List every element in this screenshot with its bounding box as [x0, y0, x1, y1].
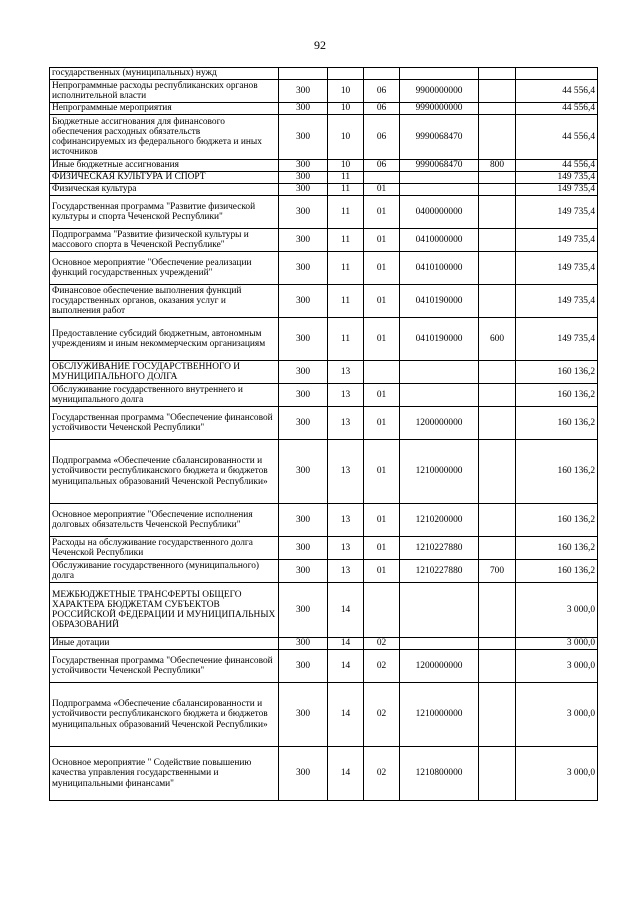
row-vr: [479, 638, 516, 650]
row-gr: [279, 68, 328, 80]
row-name: Иные дотации: [50, 638, 279, 650]
table-row: [50, 650, 598, 683]
row-sum: 3 000,0: [516, 683, 598, 747]
table-row: [50, 68, 598, 80]
row-sum: 3 000,0: [516, 583, 598, 638]
row-pr: 02: [364, 650, 400, 683]
row-sum: 44 556,4: [516, 103, 598, 115]
table-row: [50, 384, 598, 407]
row-sum: 149 735,4: [516, 196, 598, 229]
row-rz: 11: [328, 184, 364, 196]
row-vr: [479, 229, 516, 252]
row-pr: 01: [364, 384, 400, 407]
row-pr: 01: [364, 560, 400, 583]
row-name: Подпрограмма «Обеспечение сбалансированности и устойчивости республиканского бюджета и бюджетов муниципальных образований Чеченской Республики»: [50, 683, 279, 747]
row-pr: [364, 172, 400, 184]
row-gr: 300: [279, 229, 328, 252]
row-cs: 0410190000: [400, 318, 479, 361]
row-vr: [479, 650, 516, 683]
row-rz: 14: [328, 638, 364, 650]
row-cs: [400, 184, 479, 196]
table-row: [50, 407, 598, 440]
row-vr: [479, 537, 516, 560]
row-rz: 14: [328, 650, 364, 683]
row-gr: 300: [279, 537, 328, 560]
row-rz: 11: [328, 229, 364, 252]
row-name: Основное мероприятие "Обеспечение реализации функций государственных учреждений": [50, 252, 279, 285]
row-cs: 1210227880: [400, 560, 479, 583]
row-gr: 300: [279, 103, 328, 115]
row-gr: 300: [279, 115, 328, 160]
row-sum: 149 735,4: [516, 318, 598, 361]
row-rz: 14: [328, 747, 364, 801]
row-gr: 300: [279, 747, 328, 801]
row-vr: 700: [479, 560, 516, 583]
table-row: [50, 683, 598, 747]
row-gr: 300: [279, 440, 328, 504]
row-cs: 9990000000: [400, 103, 479, 115]
row-vr: [479, 361, 516, 384]
row-pr: 01: [364, 407, 400, 440]
row-name: Непрограммные расходы республиканских органов исполнительной власти: [50, 80, 279, 103]
row-name: Физическая культура: [50, 184, 279, 196]
row-gr: 300: [279, 160, 328, 172]
table-row: [50, 361, 598, 384]
row-sum: 44 556,4: [516, 80, 598, 103]
row-sum: 149 735,4: [516, 184, 598, 196]
row-cs: 1200000000: [400, 650, 479, 683]
row-gr: 300: [279, 318, 328, 361]
row-vr: [479, 683, 516, 747]
table-row: [50, 747, 598, 801]
row-sum: 44 556,4: [516, 115, 598, 160]
row-cs: 1200000000: [400, 407, 479, 440]
row-name: Иные бюджетные ассигнования: [50, 160, 279, 172]
row-pr: 01: [364, 504, 400, 537]
row-sum: [516, 68, 598, 80]
row-vr: [479, 440, 516, 504]
row-cs: 1210200000: [400, 504, 479, 537]
row-sum: 160 136,2: [516, 440, 598, 504]
row-name: Подпрограмма «Обеспечение сбалансированности и устойчивости республиканского бюджета и бюджетов муниципальных образований Чеченской Республики»: [50, 440, 279, 504]
row-cs: 9900000000: [400, 80, 479, 103]
row-rz: 13: [328, 407, 364, 440]
row-vr: [479, 384, 516, 407]
row-pr: 01: [364, 537, 400, 560]
row-gr: 300: [279, 196, 328, 229]
row-gr: 300: [279, 504, 328, 537]
row-cs: 0400000000: [400, 196, 479, 229]
table-row: [50, 583, 598, 638]
row-vr: [479, 80, 516, 103]
row-sum: 160 136,2: [516, 504, 598, 537]
row-cs: 1210000000: [400, 440, 479, 504]
row-vr: [479, 115, 516, 160]
row-cs: 0410000000: [400, 229, 479, 252]
row-sum: 3 000,0: [516, 650, 598, 683]
row-pr: 01: [364, 318, 400, 361]
row-cs: [400, 172, 479, 184]
row-rz: 11: [328, 252, 364, 285]
row-vr: 600: [479, 318, 516, 361]
row-pr: 01: [364, 252, 400, 285]
row-cs: 1210800000: [400, 747, 479, 801]
row-rz: 10: [328, 80, 364, 103]
row-pr: 01: [364, 440, 400, 504]
row-cs: 0410190000: [400, 285, 479, 318]
table-row: [50, 115, 598, 160]
budget-table: [49, 67, 598, 801]
row-pr: [364, 361, 400, 384]
row-vr: [479, 103, 516, 115]
row-gr: 300: [279, 80, 328, 103]
row-pr: 06: [364, 103, 400, 115]
row-gr: 300: [279, 638, 328, 650]
table-row: [50, 560, 598, 583]
row-sum: 160 136,2: [516, 361, 598, 384]
row-name: Обслуживание государственного (муниципального) долга: [50, 560, 279, 583]
row-pr: 02: [364, 638, 400, 650]
row-sum: 44 556,4: [516, 160, 598, 172]
row-rz: 14: [328, 683, 364, 747]
table-row: [50, 504, 598, 537]
row-sum: 149 735,4: [516, 172, 598, 184]
row-name: государственных (муниципальных) нужд: [50, 68, 279, 80]
row-name: Государственная программа "Обеспечение финансовой устойчивости Чеченской Республики": [50, 650, 279, 683]
row-rz: 10: [328, 103, 364, 115]
row-pr: 01: [364, 184, 400, 196]
row-gr: 300: [279, 285, 328, 318]
row-vr: [479, 583, 516, 638]
row-rz: 11: [328, 285, 364, 318]
row-name: Основное мероприятие " Содействие повышению качества управления государственными и муниципальными финансами": [50, 747, 279, 801]
row-name: Расходы на обслуживание государственного долга Чеченской Республики: [50, 537, 279, 560]
row-gr: 300: [279, 361, 328, 384]
row-vr: [479, 407, 516, 440]
row-pr: 01: [364, 285, 400, 318]
row-sum: 160 136,2: [516, 537, 598, 560]
row-sum: 3 000,0: [516, 747, 598, 801]
row-vr: [479, 252, 516, 285]
row-cs: 0410100000: [400, 252, 479, 285]
row-pr: 06: [364, 80, 400, 103]
table-row: [50, 638, 598, 650]
budget-table-body: [50, 68, 598, 801]
row-rz: 13: [328, 537, 364, 560]
row-gr: 300: [279, 384, 328, 407]
row-gr: 300: [279, 683, 328, 747]
row-sum: 160 136,2: [516, 384, 598, 407]
row-pr: 01: [364, 229, 400, 252]
row-rz: 11: [328, 172, 364, 184]
row-name: Государственная программа "Развитие физической культуры и спорта Чеченской Республики": [50, 196, 279, 229]
row-gr: 300: [279, 184, 328, 196]
row-rz: [328, 68, 364, 80]
row-pr: 02: [364, 683, 400, 747]
row-vr: [479, 747, 516, 801]
row-sum: 149 735,4: [516, 252, 598, 285]
table-row: [50, 80, 598, 103]
page-number: 92: [314, 38, 326, 52]
row-name: ФИЗИЧЕСКАЯ КУЛЬТУРА И СПОРТ: [50, 172, 279, 184]
table-row: [50, 318, 598, 361]
row-sum: 160 136,2: [516, 407, 598, 440]
row-gr: 300: [279, 650, 328, 683]
table-row: [50, 172, 598, 184]
row-name: МЕЖБЮДЖЕТНЫЕ ТРАНСФЕРТЫ ОБЩЕГО ХАРАКТЕРА БЮДЖЕТАМ СУБЪЕКТОВ РОССИЙСКОЙ ФЕДЕРАЦИИ И МУНИЦИПАЛЬНЫХ ОБРАЗОВАНИЙ: [50, 583, 279, 638]
row-name: Финансовое обеспечение выполнения функций государственных органов, оказания услуг и выполнения работ: [50, 285, 279, 318]
row-name: Государственная программа "Обеспечение финансовой устойчивости Чеченской Республики": [50, 407, 279, 440]
row-gr: 300: [279, 583, 328, 638]
row-sum: 149 735,4: [516, 229, 598, 252]
row-cs: [400, 638, 479, 650]
row-sum: 160 136,2: [516, 560, 598, 583]
row-cs: 1210000000: [400, 683, 479, 747]
row-rz: 11: [328, 318, 364, 361]
row-rz: 11: [328, 196, 364, 229]
row-rz: 14: [328, 583, 364, 638]
row-gr: 300: [279, 407, 328, 440]
row-cs: 9990068470: [400, 160, 479, 172]
row-cs: [400, 583, 479, 638]
row-pr: [364, 583, 400, 638]
row-sum: 149 735,4: [516, 285, 598, 318]
table-row: [50, 537, 598, 560]
row-sum: 3 000,0: [516, 638, 598, 650]
row-vr: [479, 172, 516, 184]
row-rz: 13: [328, 384, 364, 407]
table-row: [50, 285, 598, 318]
row-name: Обслуживание государственного внутреннего и муниципального долга: [50, 384, 279, 407]
row-vr: [479, 184, 516, 196]
row-name: Предоставление субсидий бюджетным, автономным учреждениям и иным некоммерческим организациям: [50, 318, 279, 361]
row-vr: [479, 285, 516, 318]
row-cs: 9990068470: [400, 115, 479, 160]
row-pr: 02: [364, 747, 400, 801]
row-pr: 06: [364, 160, 400, 172]
table-row: [50, 103, 598, 115]
row-name: Подпрограмма "Развитие физической культуры и массового спорта в Чеченской Республике": [50, 229, 279, 252]
row-vr: 800: [479, 160, 516, 172]
row-cs: [400, 68, 479, 80]
row-rz: 13: [328, 560, 364, 583]
table-row: [50, 196, 598, 229]
table-row: [50, 229, 598, 252]
row-rz: 10: [328, 160, 364, 172]
row-gr: 300: [279, 560, 328, 583]
row-name: ОБСЛУЖИВАНИЕ ГОСУДАРСТВЕННОГО И МУНИЦИПАЛЬНОГО ДОЛГА: [50, 361, 279, 384]
row-pr: 06: [364, 115, 400, 160]
row-pr: 01: [364, 196, 400, 229]
table-row: [50, 440, 598, 504]
row-rz: 13: [328, 440, 364, 504]
row-name: Основное мероприятие "Обеспечение исполнения долговых обязательств Чеченской Республики": [50, 504, 279, 537]
row-pr: [364, 68, 400, 80]
table-row: [50, 252, 598, 285]
row-cs: [400, 361, 479, 384]
row-cs: [400, 384, 479, 407]
row-vr: [479, 68, 516, 80]
row-name: Непрограммные мероприятия: [50, 103, 279, 115]
row-rz: 13: [328, 504, 364, 537]
row-rz: 13: [328, 361, 364, 384]
row-vr: [479, 196, 516, 229]
table-row: [50, 160, 598, 172]
row-rz: 10: [328, 115, 364, 160]
table-row: [50, 184, 598, 196]
row-cs: 1210227880: [400, 537, 479, 560]
row-vr: [479, 504, 516, 537]
row-gr: 300: [279, 252, 328, 285]
row-name: Бюджетные ассигнования для финансового обеспечения расходных обязательств софинансируемых из федерального бюджета и иных источников: [50, 115, 279, 160]
row-gr: 300: [279, 172, 328, 184]
